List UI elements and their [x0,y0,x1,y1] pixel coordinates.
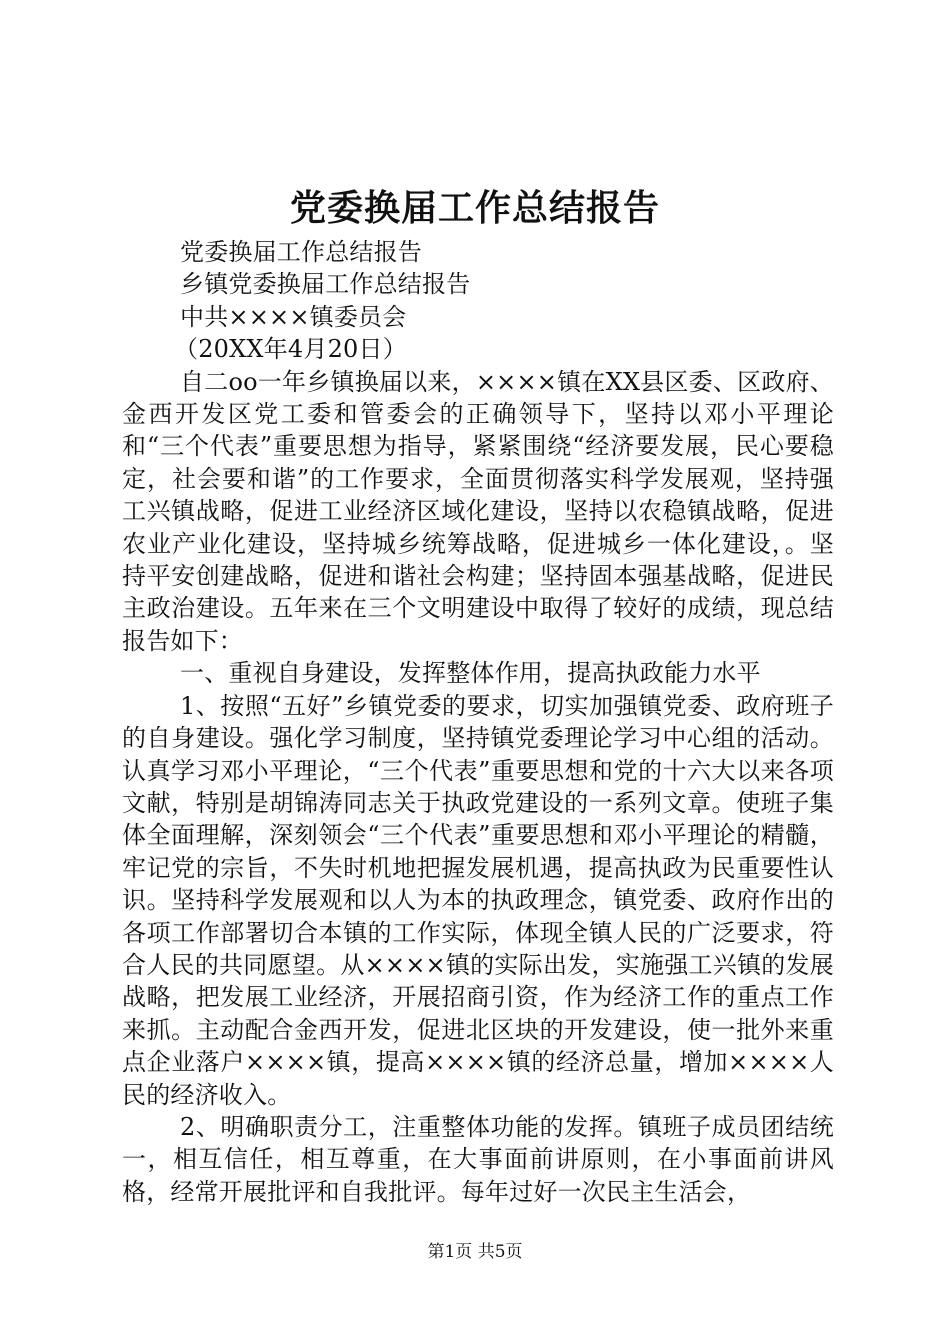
paragraph-item-2: 2、明确职责分工，注重整体功能的发挥。镇班子成员团结统一，相互信任，相互尊重，在大事面前讲原则，在小事面前讲风格，经常开展批评和自我批评。每年过好一次民主生活会， [122,1112,834,1206]
page-number-footer: 第1页 共5页 [427,1242,523,1262]
paragraph-item-1: 1、按照“五好”乡镇党委的要求，切实加强镇党委、政府班子的自身建设。强化学习制度，坚持镇党委理论学习中心组的活动。认真学习邓小平理论，“三个代表”重要思想和党的十六大以来各项文献，特别是胡锦涛同志关于执政党建设的一系列文章。使班子集体全面理解，深刻领会“三个代表”重要思想和邓小平理论的精髓，牢记党的宗旨，不失时机地把握发展机遇，提高执政为民重要性认识。坚持科学发展观和以人为本的执政理念，镇党委、政府作出的各项工作部署切合本镇的工作实际，体现全镇人民的广泛要求，符合人民的共同愿望。从××××镇的实际出发，实施强工兴镇的发展战略，把发展工业经济，开展招商引资，作为经济工作的重点工作来抓。主动配合金西开发，促进北区块的开发建设，使一批外来重点企业落户××××镇，提高××××镇的经济总量，增加××××人民的经济收入。 [122,691,834,1109]
paragraph-intro: 自二oo一年乡镇换届以来，××××镇在XX县区委、区政府、金西开发区党工委和管委会的正确领导下，坚持以邓小平理论和“三个代表”重要思想为指导，紧紧围绕“经济要发展，民心要稳定，社会要和谐”的工作要求，全面贯彻落实科学发展观，坚持强工兴镇战略，促进工业经济区域化建设，坚持以农稳镇战略，促进农业产业化建设，坚持城乡统筹战略，促进城乡一体化建设，。坚持平安创建战略，促进和谐社会构建；坚持固本强基战略，促进民主政治建设。五年来在三个文明建设中取得了较好的成绩，现总结报告如下： [122,367,834,655]
document-title: 党委换届工作总结报告 [289,187,660,229]
header-line-date: （20XX年4月20日） [174,335,407,364]
document-body [122,236,834,1208]
header-line-author: 中共××××镇委员会 [180,302,407,331]
header-line-subtitle: 乡镇党委换届工作总结报告 [180,270,471,299]
header-line-title: 党委换届工作总结报告 [180,238,422,266]
section-heading-1: 一、重视自身建设，发挥整体作用，提高执政能力水平 [180,659,761,688]
